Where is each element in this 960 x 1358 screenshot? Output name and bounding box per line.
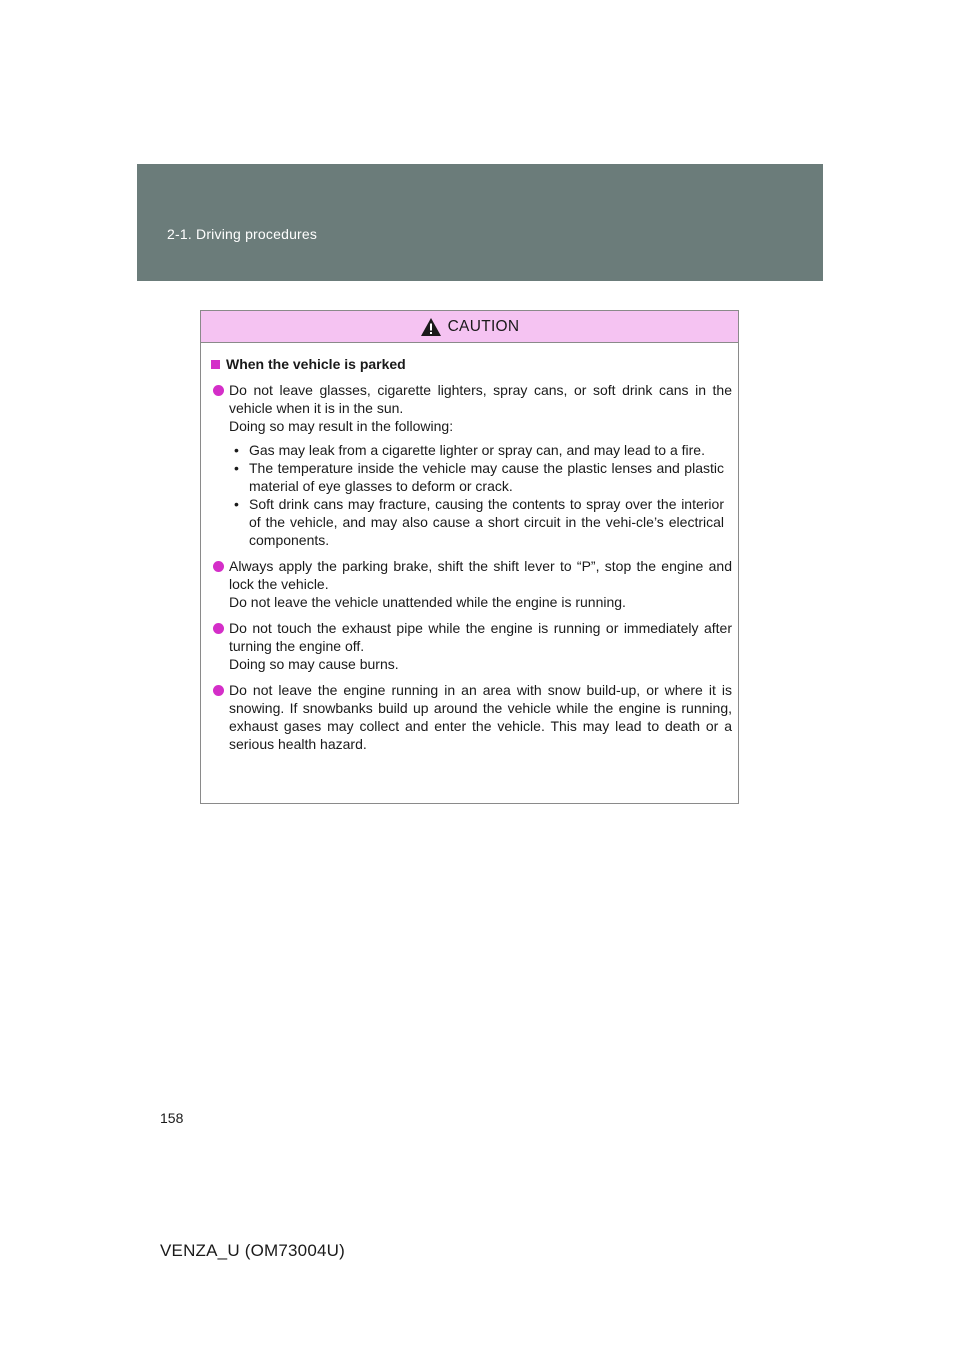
subheading-text: When the vehicle is parked (226, 356, 406, 372)
dot-icon (213, 685, 224, 696)
caution-bullet (211, 381, 732, 549)
list-item: • The temperature inside the vehicle may cause the plastic lenses and plastic material of eye glasses to deform or crack. (234, 460, 724, 494)
caution-bullet (211, 681, 732, 753)
list-item: • Gas may leak from a cigarette lighter or spray can, and may lead to a fire. (234, 442, 705, 458)
caution-header (201, 311, 738, 343)
dot-icon (213, 385, 224, 396)
section-label: 2-1. Driving procedures (167, 226, 318, 242)
dot-icon (213, 561, 224, 572)
manual-code: VENZA_U (OM73004U) (160, 1241, 345, 1260)
list-item: • Soft drink cans may fracture, causing the contents to spray over the interior of the vehicle, and may also cause a short circuit in the vehi-cle’s electrical components. (234, 496, 724, 548)
section-header-band (137, 164, 823, 281)
bullet-text: Do not touch the exhaust pipe while the engine is running or immediately after turning the engine off. (229, 620, 732, 654)
bullet-text: Always apply the parking brake, shift the shift lever to “P”, stop the engine and lock the vehicle. (229, 558, 732, 592)
caution-subheading (211, 355, 732, 373)
caution-bullet (211, 557, 732, 611)
caution-bullet (211, 619, 732, 673)
bullet-text: Do not leave the engine running in an area with snow build-up, or where it is snowing. If snowbanks build up around the vehicle while the engine is running, exhaust gases may collect and enter the vehicle. This may lead to death or a serious health hazard. (229, 682, 732, 752)
caution-body (201, 343, 738, 753)
caution-box (200, 310, 739, 804)
bullet-text: Doing so may result in the following: (229, 418, 454, 434)
consequence-list (229, 441, 732, 549)
bullet-text: Do not leave glasses, cigarette lighters, spray cans, or soft drink cans in the vehicle when it is in the sun. (229, 382, 732, 416)
square-icon (211, 360, 220, 369)
warning-triangle-icon (420, 317, 442, 337)
page-number: 158 (160, 1110, 184, 1126)
caution-title: CAUTION (447, 317, 520, 335)
bullet-text: Doing so may cause burns. (229, 656, 399, 672)
bullet-text: Do not leave the vehicle unattended while the engine is running. (229, 594, 626, 610)
dot-icon (213, 623, 224, 634)
